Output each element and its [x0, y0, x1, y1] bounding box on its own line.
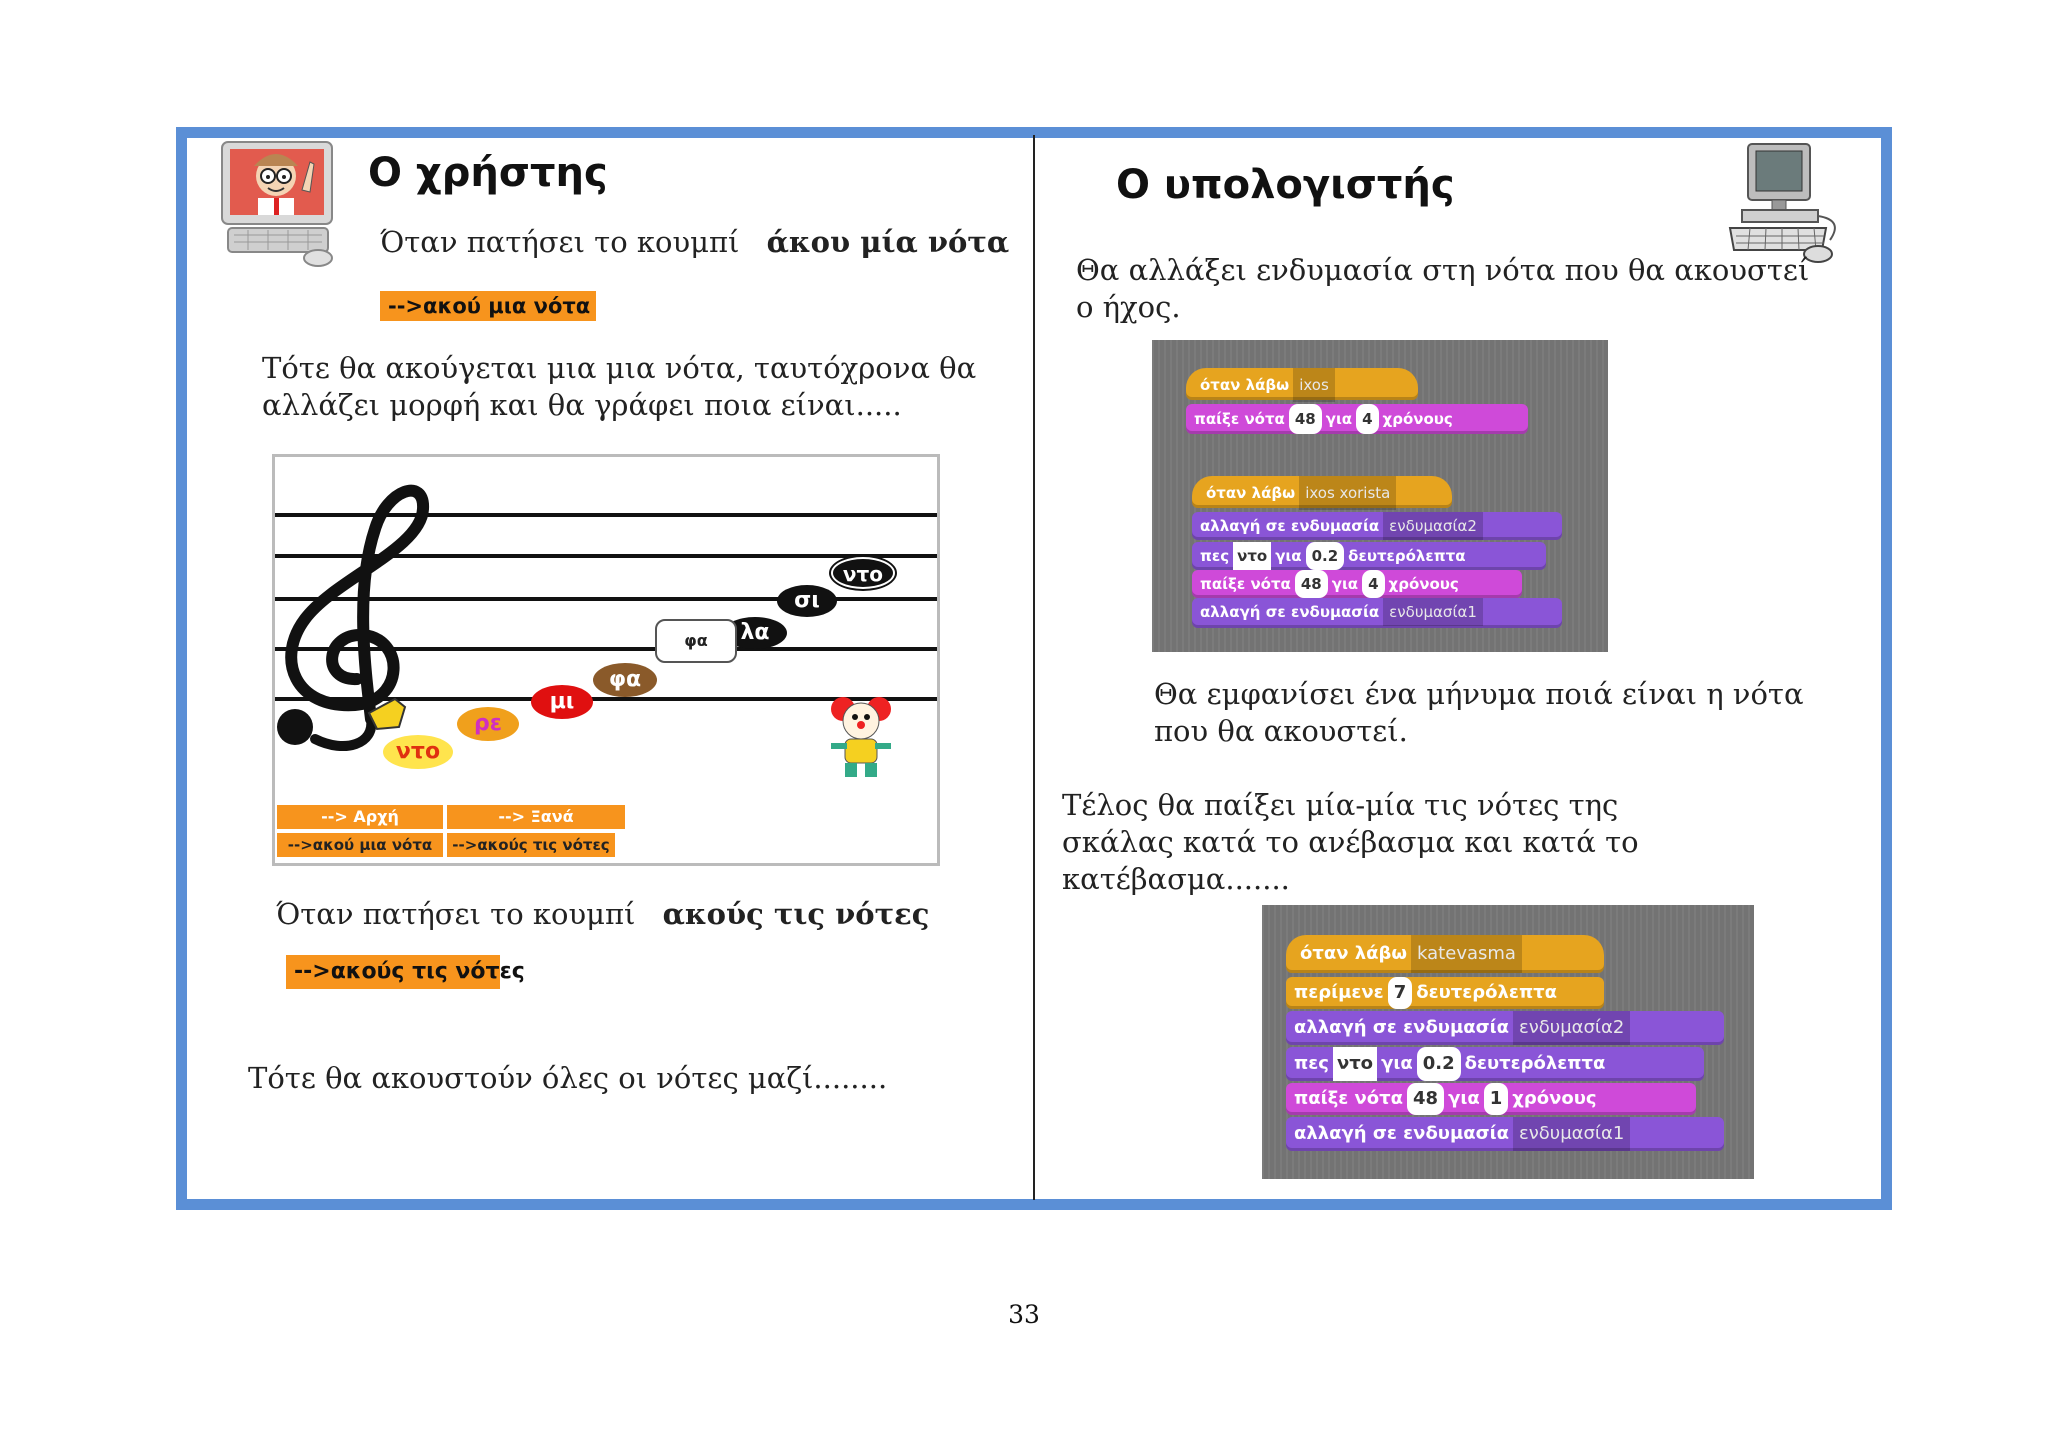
intro-line — [380, 224, 1009, 261]
intro-prefix: Όταν πατήσει το κουμπί — [380, 225, 740, 259]
play-note-block[interactable] — [1186, 404, 1528, 434]
beats-slot[interactable]: 4 — [1362, 570, 1384, 598]
block-label: χρόνους — [1388, 575, 1459, 593]
block-label: παίξε νότα — [1194, 410, 1285, 428]
listen-all-notes-button[interactable]: -->ακούς τις νότες — [286, 955, 500, 989]
computer-heading: Ο υπολογιστής — [1116, 162, 1455, 208]
block-label: για — [1325, 410, 1353, 428]
seconds-slot[interactable]: 7 — [1388, 977, 1413, 1009]
computer-para3: Τέλος θα παίξει μία-μία τις νότες της σκάλας κατά το ανέβασμα και κατά το κατέβασμα....... — [1062, 788, 1639, 896]
message-dropdown[interactable]: ixos — [1293, 368, 1335, 402]
message-dropdown[interactable]: katevasma — [1411, 935, 1522, 973]
script-area-2 — [1262, 905, 1754, 1179]
costume-dropdown[interactable]: ενδυμασία1 — [1383, 598, 1483, 626]
switch-costume-block[interactable] — [1192, 512, 1562, 540]
block-label: δευτερόλεπτα — [1416, 982, 1558, 1003]
seconds-slot[interactable]: 0.2 — [1417, 1047, 1461, 1081]
say-text-slot[interactable]: ντο — [1233, 542, 1271, 570]
block-label: όταν λάβω — [1200, 376, 1290, 394]
note-slot[interactable]: 48 — [1289, 404, 1322, 434]
block-label: δευτερόλεπτα — [1348, 547, 1466, 565]
wait-block[interactable] — [1286, 977, 1604, 1009]
computer-para1: Θα αλλάξει ενδυμασία στη νότα που θα ακουστεί ο ήχος. — [1076, 253, 1810, 324]
second-line — [276, 896, 929, 933]
intro-button-name: άκου μία νότα — [766, 225, 1010, 259]
block-label: για — [1448, 1088, 1480, 1109]
block-label: για — [1275, 547, 1302, 565]
scratch-stage — [272, 454, 940, 866]
block-label: για — [1331, 575, 1359, 593]
note-label-do-high: ντο — [831, 557, 895, 589]
speech-bubble — [655, 619, 737, 663]
stage-listen-one-button[interactable]: -->ακού μια νότα — [277, 833, 443, 857]
block-label: χρόνους — [1512, 1088, 1597, 1109]
beats-slot[interactable]: 4 — [1356, 404, 1378, 434]
when-receive-block[interactable] — [1186, 368, 1418, 400]
switch-costume-block[interactable] — [1192, 598, 1562, 628]
switch-costume-block[interactable] — [1286, 1117, 1724, 1151]
note-label-do: ντο — [383, 735, 453, 769]
treble-clef-icon — [275, 469, 435, 759]
block-label: αλλαγή σε ενδυμασία — [1294, 1123, 1509, 1144]
costume-dropdown[interactable]: ενδυμασία1 — [1513, 1117, 1630, 1151]
user-heading: Ο χρήστης — [368, 150, 608, 196]
computer-icon — [1726, 140, 1846, 268]
block-label: όταν λάβω — [1300, 943, 1408, 964]
note-label-fa: φα — [593, 663, 657, 697]
switch-costume-block[interactable] — [1286, 1011, 1724, 1045]
clown-sprite-icon — [823, 693, 899, 779]
script-area-1 — [1152, 340, 1608, 652]
beats-slot[interactable]: 1 — [1484, 1083, 1509, 1115]
play-note-block[interactable] — [1286, 1083, 1696, 1115]
user-computer-illustration — [218, 140, 344, 268]
note-label-si: σι — [777, 585, 837, 617]
block-label: δευτερόλεπτα — [1464, 1053, 1606, 1074]
block-label: όταν λάβω — [1206, 484, 1296, 502]
when-receive-block[interactable] — [1286, 935, 1604, 973]
listen-one-note-button[interactable]: -->ακού μια νότα — [380, 291, 596, 321]
say-for-block[interactable] — [1192, 542, 1546, 570]
second-button-name: ακούς τις νότες — [662, 897, 930, 931]
block-label: περίμενε — [1294, 982, 1384, 1003]
note-label-la: λα — [723, 617, 787, 649]
again-button[interactable]: --> Ξανά — [447, 805, 625, 829]
hand-cursor-icon — [365, 693, 411, 733]
block-label: αλλαγή σε ενδυμασία — [1200, 603, 1380, 621]
seconds-slot[interactable]: 0.2 — [1306, 542, 1345, 570]
end-text: Τότε θα ακουστούν όλες οι νότες μαζί........ — [248, 1061, 888, 1095]
column-divider — [1033, 135, 1035, 1200]
when-receive-block[interactable] — [1192, 476, 1452, 508]
second-prefix: Όταν πατήσει το κουμπί — [276, 897, 636, 931]
say-for-block[interactable] — [1286, 1047, 1704, 1081]
start-button[interactable]: --> Αρχή — [277, 805, 443, 829]
description-text: Τότε θα ακούγεται μια μια νότα, ταυτόχρονα θα αλλάζει μορφή και θα γράφει ποια είναι..... — [262, 351, 977, 422]
block-label: χρόνους — [1382, 410, 1453, 428]
page-number: 33 — [1008, 1300, 1040, 1329]
costume-dropdown[interactable]: ενδυμασία2 — [1513, 1011, 1630, 1045]
block-label: αλλαγή σε ενδυμασία — [1200, 517, 1380, 535]
speech-bubble-text: φα — [684, 631, 708, 650]
block-label: πες — [1294, 1053, 1329, 1074]
message-dropdown[interactable]: ixos xorista — [1299, 476, 1396, 510]
stage-listen-all-button[interactable]: -->ακούς τις νότες — [447, 833, 615, 857]
block-label: παίξε νότα — [1294, 1088, 1404, 1109]
block-label: πες — [1200, 547, 1230, 565]
note-slot[interactable]: 48 — [1295, 570, 1328, 598]
block-label: αλλαγή σε ενδυμασία — [1294, 1017, 1509, 1038]
say-text-slot[interactable]: ντο — [1333, 1047, 1377, 1081]
block-label: παίξε νότα — [1200, 575, 1291, 593]
block-label: για — [1381, 1053, 1413, 1074]
note-slot[interactable]: 48 — [1407, 1083, 1444, 1115]
computer-para2: Θα εμφανίσει ένα μήνυμα ποιά είναι η νότα που θα ακουστεί. — [1154, 677, 1804, 748]
note-label-re: ρε — [457, 707, 519, 741]
note-label-mi: μι — [531, 685, 593, 719]
costume-dropdown[interactable]: ενδυμασία2 — [1383, 512, 1483, 540]
play-note-block[interactable] — [1192, 570, 1522, 598]
